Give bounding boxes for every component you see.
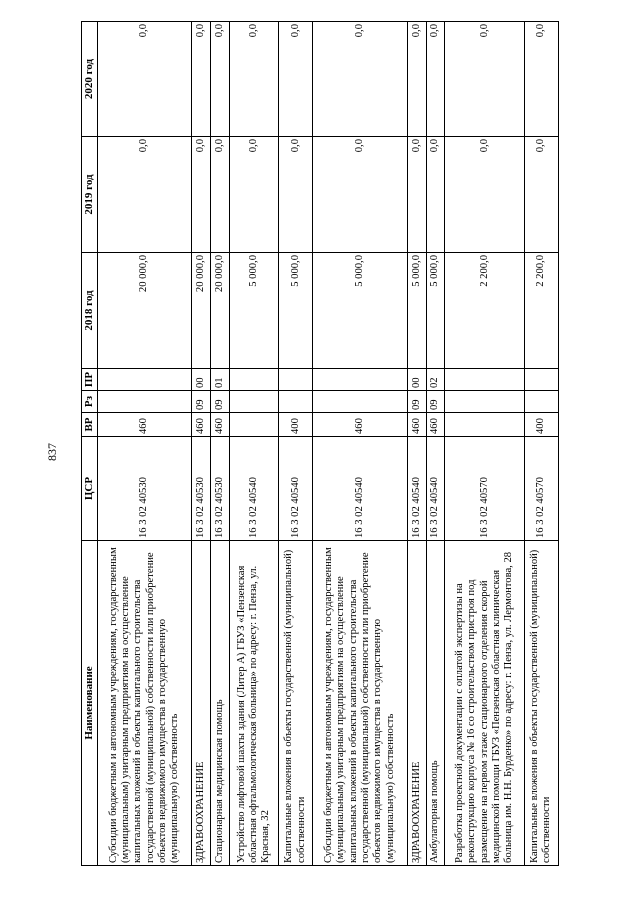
cell-2019: 0,0	[313, 137, 408, 253]
cell-csr: 16 3 02 40530	[192, 437, 211, 541]
cell-pr: 01	[211, 369, 230, 391]
cell-2019: 0,0	[97, 137, 192, 253]
cell-2019: 0,0	[407, 137, 426, 253]
cell-vr	[445, 413, 524, 437]
cell-name: Амбулаторная помощь	[426, 541, 445, 866]
header-csr: ЦСР	[82, 437, 98, 541]
table-row	[192, 22, 211, 866]
cell-2019: 0,0	[192, 137, 211, 253]
cell-2018: 5 000,0	[313, 253, 408, 369]
cell-vr: 400	[524, 413, 558, 437]
cell-2020: 0,0	[211, 22, 230, 137]
cell-pr	[97, 369, 192, 391]
cell-2018: 2 200,0	[524, 253, 558, 369]
header-2018: 2018 год	[82, 253, 98, 369]
table-row	[313, 22, 408, 866]
cell-rz	[524, 391, 558, 413]
cell-vr: 460	[211, 413, 230, 437]
table-row	[230, 22, 279, 866]
header-rz: Рз	[82, 391, 98, 413]
cell-rz	[445, 391, 524, 413]
cell-name: Устройство лифтовой шахты здания (Литер А) ГБУЗ «Пензенская областная офтальмологическая больница» по адресу: г. Пенза, ул. Красная, 32	[230, 541, 279, 866]
cell-vr: 460	[192, 413, 211, 437]
cell-vr	[230, 413, 279, 437]
cell-2020: 0,0	[407, 22, 426, 137]
cell-pr: 02	[426, 369, 445, 391]
cell-pr: 00	[192, 369, 211, 391]
header-2019: 2019 год	[82, 137, 98, 253]
cell-name: ЗДРАВООХРАНЕНИЕ	[192, 541, 211, 866]
cell-2018: 5 000,0	[407, 253, 426, 369]
cell-rz	[313, 391, 408, 413]
cell-vr: 460	[407, 413, 426, 437]
table-row	[524, 22, 558, 866]
budget-table-container	[81, 22, 559, 866]
cell-rz	[230, 391, 279, 413]
cell-2019: 0,0	[426, 137, 445, 253]
cell-2018: 5 000,0	[230, 253, 279, 369]
cell-2019: 0,0	[211, 137, 230, 253]
cell-2019: 0,0	[230, 137, 279, 253]
header-2020: 2020 год	[82, 22, 98, 137]
cell-vr: 460	[97, 413, 192, 437]
table-row	[445, 22, 524, 866]
cell-pr	[445, 369, 524, 391]
cell-vr: 400	[279, 413, 313, 437]
cell-name: ЗДРАВООХРАНЕНИЕ	[407, 541, 426, 866]
cell-csr: 16 3 02 40540	[426, 437, 445, 541]
cell-vr: 460	[313, 413, 408, 437]
table-header-row	[82, 22, 98, 866]
header-pr: ПР	[82, 369, 98, 391]
header-name: Наименование	[82, 541, 98, 866]
cell-2019: 0,0	[445, 137, 524, 253]
cell-2018: 20 000,0	[192, 253, 211, 369]
cell-csr: 16 3 02 40540	[407, 437, 426, 541]
cell-2018: 5 000,0	[426, 253, 445, 369]
cell-rz: 09	[211, 391, 230, 413]
cell-2020: 0,0	[524, 22, 558, 137]
table-row	[407, 22, 426, 866]
cell-csr: 16 3 02 40530	[211, 437, 230, 541]
cell-csr: 16 3 02 40540	[313, 437, 408, 541]
cell-name: Субсидии бюджетным и автономным учреждениям, государственным (муниципальным) унитарным предприятиям на осуществление капитальных вложений в объекты капитального строительства государственной (муниципальной) собственности или приобретение объектов недвижимого имущества в государственную (муниципальную) собственность	[313, 541, 408, 866]
cell-rz	[97, 391, 192, 413]
cell-2020: 0,0	[192, 22, 211, 137]
cell-csr: 16 3 02 40540	[230, 437, 279, 541]
cell-2019: 0,0	[524, 137, 558, 253]
cell-csr: 16 3 02 40570	[524, 437, 558, 541]
cell-name: Разработка проектной документации с оплатой экспертизы на реконструкцию корпуса № 16 со строительством пристроя под размещение на первом этаже стационарного отделения скорой медицинской помощи ГБУЗ «Пензенская областная клиническая больница им. Н.Н. Бурденко» по адресу: г. Пенза, ул. Лермонтова, 28	[445, 541, 524, 866]
cell-pr	[524, 369, 558, 391]
cell-rz: 09	[407, 391, 426, 413]
cell-2018: 20 000,0	[97, 253, 192, 369]
cell-rz	[279, 391, 313, 413]
cell-2020: 0,0	[230, 22, 279, 137]
cell-name: Субсидии бюджетным и автономным учреждениям, государственным (муниципальным) унитарным предприятиям на осуществление капитальных вложений в объекты капитального строительства государственной (муниципальной) собственности или приобретение объектов недвижимого имущества в государственную (муниципальную) собственность	[97, 541, 192, 866]
table-row	[97, 22, 192, 866]
cell-2018: 5 000,0	[279, 253, 313, 369]
cell-csr: 16 3 02 40530	[97, 437, 192, 541]
budget-table	[81, 21, 559, 866]
page-number: 837	[45, 443, 59, 461]
cell-name: Стационарная медицинская помощь	[211, 541, 230, 866]
cell-csr: 16 3 02 40540	[279, 437, 313, 541]
cell-pr: 00	[407, 369, 426, 391]
cell-name: Капитальные вложения в объекты государственной (муниципальной) собственности	[279, 541, 313, 866]
cell-2018: 2 200,0	[445, 253, 524, 369]
cell-rz: 09	[426, 391, 445, 413]
table-row	[211, 22, 230, 866]
cell-vr: 460	[426, 413, 445, 437]
table-row	[279, 22, 313, 866]
header-vr: ВР	[82, 413, 98, 437]
cell-2019: 0,0	[279, 137, 313, 253]
cell-rz: 09	[192, 391, 211, 413]
cell-2018: 20 000,0	[211, 253, 230, 369]
cell-2020: 0,0	[97, 22, 192, 137]
cell-pr	[230, 369, 279, 391]
cell-csr: 16 3 02 40570	[445, 437, 524, 541]
cell-2020: 0,0	[445, 22, 524, 137]
cell-pr	[279, 369, 313, 391]
cell-2020: 0,0	[426, 22, 445, 137]
cell-2020: 0,0	[279, 22, 313, 137]
table-row	[426, 22, 445, 866]
cell-name: Капитальные вложения в объекты государственной (муниципальной) собственности	[524, 541, 558, 866]
cell-2020: 0,0	[313, 22, 408, 137]
cell-pr	[313, 369, 408, 391]
